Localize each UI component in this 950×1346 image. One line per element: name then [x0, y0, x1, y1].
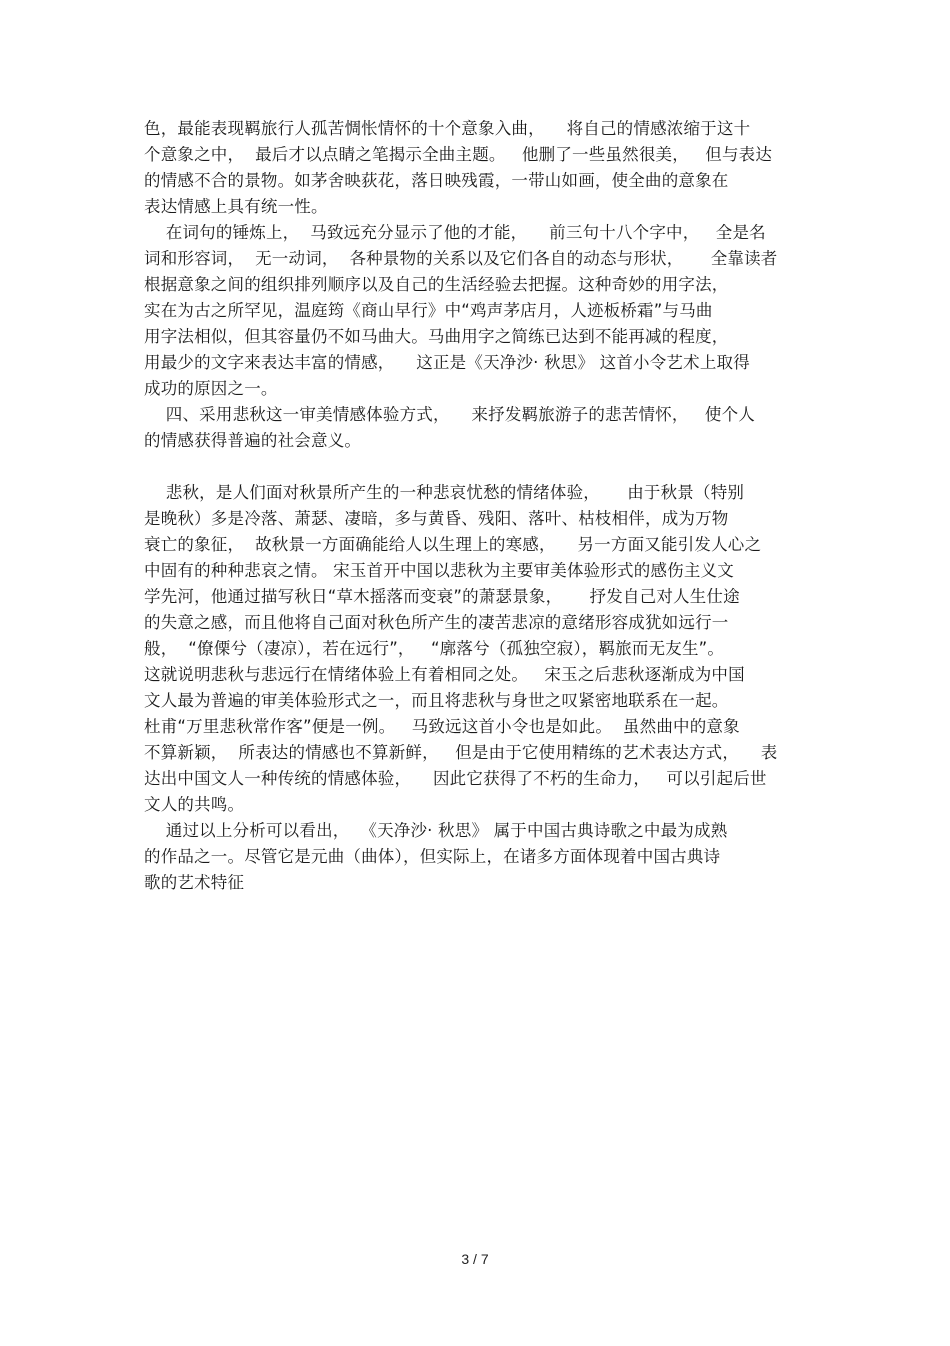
text-line: 个意象之中， 最后才以点睛之笔揭示全曲主题。 他删了一些虽然很美， 但与表达 [144, 145, 773, 164]
text-line: 实在为古之所罕见，温庭筠《商山早行》中“鸡声茅店月，人迹板桥霜”与马曲 [144, 301, 713, 320]
text-line: 文人的共鸣。 [144, 795, 245, 814]
text-line: 悲秋，是人们面对秋景所产生的一种悲哀忧愁的情绪体验， 由于秋景（特别 [144, 483, 745, 502]
text-line: 的作品之一。尽管它是元曲（曲体），但实际上，在诸多方面体现着中国古典诗 [144, 847, 721, 866]
text-line: 的失意之感，而且他将自己面对秋色所产生的凄苦悲凉的意绪形容成犹如远行一 [144, 613, 729, 632]
text-line: 成功的原因之一。 [144, 379, 278, 398]
text-line: 根据意象之间的组织排列顺序以及自己的生活经验去把握。这种奇妙的用字法， [144, 275, 729, 294]
text-line: 的情感获得普遍的社会意义。 [144, 431, 362, 450]
text-line: 学先河，他通过描写秋日“草木摇落而变衰”的萧瑟景象， 抒发自己对人生仕途 [144, 587, 740, 606]
text-line: 在词句的锤炼上， 马致远充分显示了他的才能， 前三句十八个字中， 全是名 [144, 223, 766, 242]
text-line: 衰亡的象征， 故秋景一方面确能给人以生理上的寒感， 另一方面又能引发人心之 [144, 535, 762, 554]
text-line: 用最少的文字来表达丰富的情感， 这正是《天净沙· 秋思》 这首小令艺术上取得 [144, 353, 750, 372]
text-line: 是晚秋）多是冷落、萧瑟、凄暗，多与黄昏、残阳、落叶、枯枝相伴，成为万物 [144, 509, 729, 528]
text-line: 词和形容词， 无一动词， 各种景物的关系以及它们各自的动态与形状， 全靠读者 [144, 249, 778, 268]
document-body [144, 116, 824, 896]
text-line: 杜甫“万里悲秋常作客”便是一例。 马致远这首小令也是如此。 虽然曲中的意象 [144, 717, 740, 736]
text-line: 中固有的种种悲哀之情。 宋玉首开中国以悲秋为主要审美体验形式的感伤主义文 [144, 561, 734, 580]
text-line: 不算新颖， 所表达的情感也不算新鲜， 但是由于它使用精练的艺术表达方式， 表 [144, 743, 778, 762]
paragraph-gap [144, 454, 824, 480]
text-line: 通过以上分析可以看出， 《天净沙· 秋思》 属于中国古典诗歌之中最为成熟 [144, 821, 728, 840]
text-line: 四、采用悲秋这一审美情感体验方式， 来抒发羁旅游子的悲苦情怀， 使个人 [144, 405, 755, 424]
text-line: 歌的艺术特征 [144, 873, 245, 892]
text-line: 文人最为普遍的审美体验形式之一，而且将悲秋与身世之叹紧密地联系在一起。 [144, 691, 729, 710]
text-line: 色，最能表现羁旅行人孤苦惆怅情怀的十个意象入曲， 将自己的情感浓缩于这十 [144, 119, 751, 138]
text-line: 达出中国文人一种传统的情感体验， 因此它获得了不朽的生命力， 可以引起后世 [144, 769, 767, 788]
text-line: 表达情感上具有统一性。 [144, 197, 328, 216]
text-line: 用字法相似，但其容量仍不如马曲大。马曲用字之简练已达到不能再减的程度， [144, 327, 729, 346]
page-number: 3 / 7 [461, 1251, 489, 1267]
text-line: 的情感不合的景物。如茅舍映荻花，落日映残霞，一带山如画，使全曲的意象在 [144, 171, 729, 190]
text-line: 般， “僚傈兮（凄凉），若在远行”， “廓落兮（孤独空寂），羁旅而无友生”。 [144, 639, 725, 658]
text-line: 这就说明悲秋与悲远行在情绪体验上有着相同之处。 宋玉之后悲秋逐渐成为中国 [144, 665, 745, 684]
